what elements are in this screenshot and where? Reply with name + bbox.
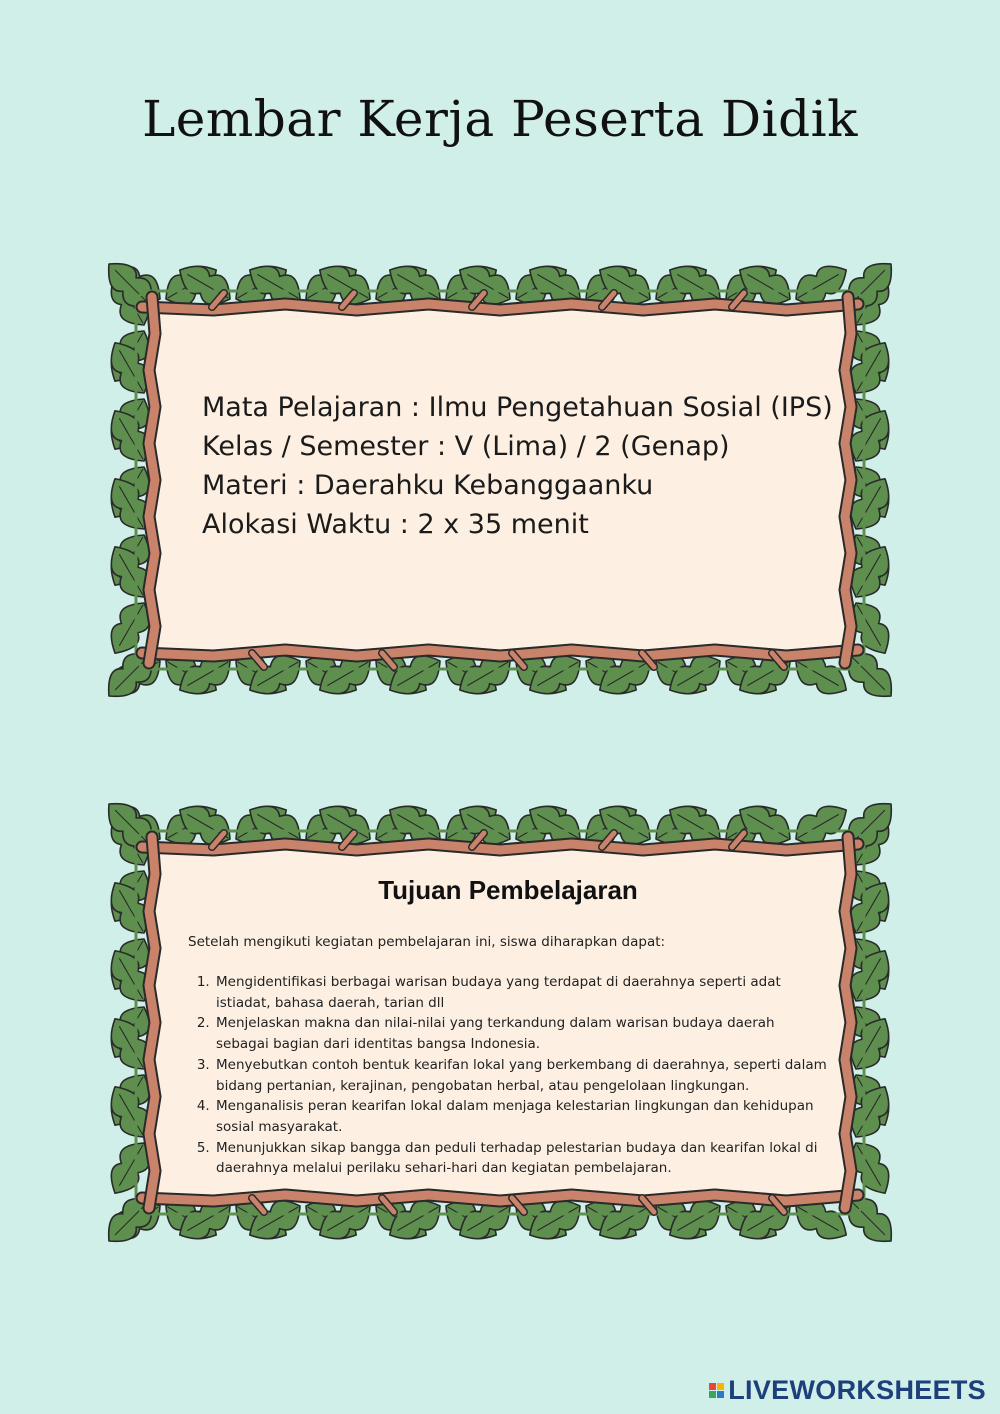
page-title: Lembar Kerja Peserta Didik xyxy=(142,90,858,148)
list-item: 2. Menjelaskan makna dan nilai-nilai yang terkandung dalam warisan budaya daerah sebagai bagian dari identitas bangsa Indonesia. xyxy=(214,1013,828,1054)
list-item: 3. Menyebutkan contoh bentuk kearifan lokal yang berkembang di daerahnya, seperti dalam bidang pertanian, kerajinan, pengobatan herbal, atau pengelolaan lingkungan. xyxy=(214,1055,828,1096)
goals-content xyxy=(188,875,828,1179)
info-time-allocation: Alokasi Waktu : 2 x 35 menit xyxy=(202,509,589,540)
info-subject: Mata Pelajaran : Ilmu Pengetahuan Sosial (IPS) xyxy=(202,392,833,423)
logo-text: LIVEWORKSHEETS xyxy=(728,1375,986,1405)
list-item: 4. Menganalisis peran kearifan lokal dalam menjaga kelestarian lingkungan dan kehidupan sosial masyarakat. xyxy=(214,1096,828,1137)
info-material: Materi : Daerahku Kebanggaanku xyxy=(202,470,654,501)
liveworksheets-logo xyxy=(709,1375,986,1406)
goals-list xyxy=(188,972,828,1179)
info-class-semester: Kelas / Semester : V (Lima) / 2 (Genap) xyxy=(202,431,730,462)
list-item: 1. Mengidentifikasi berbagai warisan budaya yang terdapat di daerahnya seperti adat istiadat, bahasa daerah, tarian dll xyxy=(214,972,828,1013)
lesson-info xyxy=(202,388,833,544)
logo-mark-icon xyxy=(709,1383,724,1398)
goals-frame xyxy=(100,795,900,1250)
goals-intro: Setelah mengikuti kegiatan pembelajaran ini, siswa diharapkan dapat: xyxy=(188,934,666,950)
list-item: 5. Menunjukkan sikap bangga dan peduli terhadap pelestarian budaya dan kearifan lokal di daerahnya melalui perilaku sehari-hari dan kegiatan pembelajaran. xyxy=(214,1138,828,1179)
goals-heading: Tujuan Pembelajaran xyxy=(378,875,638,905)
info-frame xyxy=(100,255,900,705)
